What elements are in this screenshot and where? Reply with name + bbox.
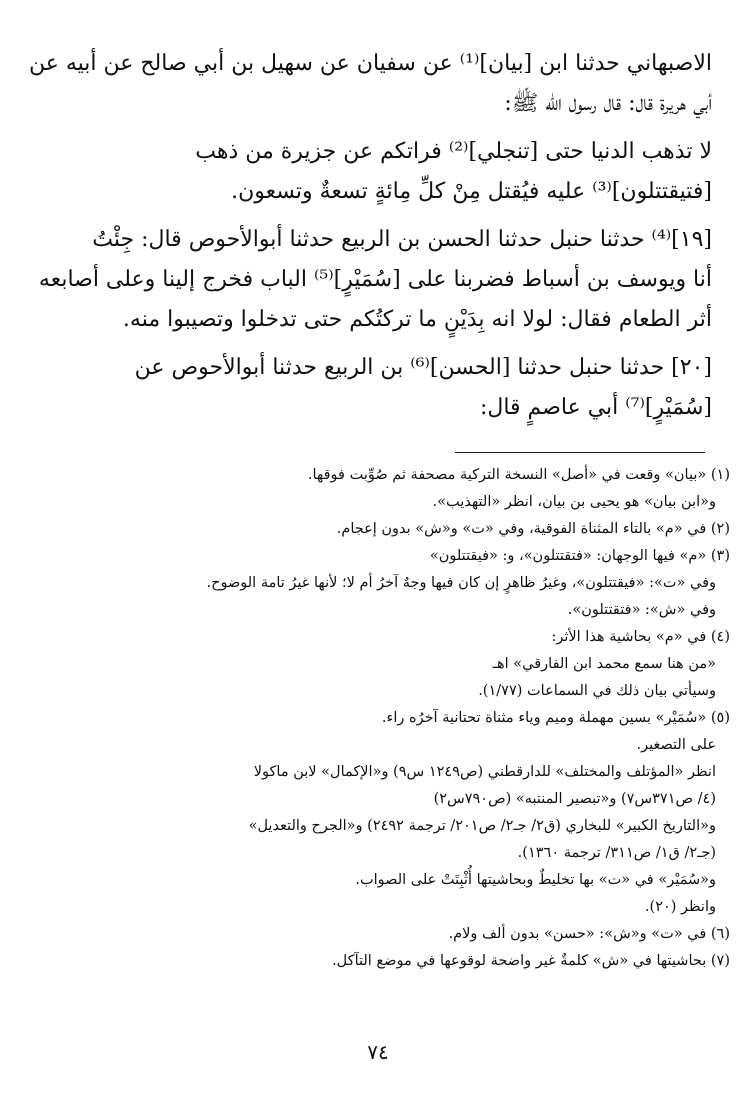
footnote-line: وفي «ت»: «فيقتتلون»، وغيرُ ظاهرٍ إن كان فيها وجهٌ آخرُ أم لا؛ لأنها غيرُ تامة الوضوح. <box>206 575 716 591</box>
footnote-line: وسيأتي بيان ذلك في السماعات (١/٧٧). <box>478 683 716 699</box>
footnote-divider <box>455 452 705 453</box>
main-text-line: [٢٠] حدثنا حنبل حدثنا [الحسن]⁽⁶⁾ بن الربيع حدثنا أبوالأحوص عن <box>134 355 712 380</box>
main-text-line: أنا ويوسف بن أسباط فضربنا على [سُمَيْرٍ]⁽⁵⁾ الباب فخرج إلينا وعلى أصابعه <box>38 267 712 292</box>
footnotes <box>30 462 730 975</box>
footnote-line: و«التاريخ الكبير» للبخاري (ق٢/ جـ٢/ ص٢٠١/ ترجمة ٢٤٩٢) و«الجرح والتعديل» <box>248 818 716 834</box>
footnote-line: (١) «بيان» وقعت في «أصل» النسخة التركية مصحفة ثم صُوِّبت فوقها. <box>307 467 730 483</box>
footnote-line: (٢) في «م» بالتاء المثناة الفوقية، وفي «ت» و«ش» بدون إعجام. <box>336 521 730 537</box>
main-text-line: [سُمَيْرٍ]⁽⁷⁾ أبي عاصمٍ قال: <box>479 395 712 420</box>
main-text-line: أبي هريرة قال: قال رسول الله ﷺ: <box>504 91 712 116</box>
footnote-line: انظر «المؤتلف والمختلف» للدارقطني (ص١٢٤٩ س٩) و«الإكمال» لابن ماكولا <box>253 764 716 780</box>
footnote-line: (٥) «سُمَيْر» بسين مهملة وميم وياء مثناة تحتانية آخرُه راء. <box>381 710 730 726</box>
main-text-line: الاصبهاني حدثنا ابن [بيان]⁽¹⁾ عن سفيان عن سهيل بن أبي صالح عن أبيه عن <box>28 51 712 76</box>
page-number: ٧٤ <box>367 1040 389 1064</box>
footnote-line: (جـ٢/ ق١/ ص٣١١/ ترجمة ١٣٦٠). <box>517 845 716 861</box>
footnote-line: (٤) في «م» بحاشية هذا الأثر: <box>551 629 730 645</box>
footnote-line: وانظر (٢٠). <box>644 899 716 915</box>
main-text-line: [فتيقتتلون]⁽³⁾ عليه فيُقتل مِنْ كلِّ مِائةٍ تسعةٌ وتسعون. <box>231 179 712 204</box>
footnote-line: (٦) في «ت» و«ش»: «حسن» بدون ألف ولام. <box>448 926 730 942</box>
footnote-line: «من هنا سمع محمد ابن الفارقي» اهـ <box>492 656 716 672</box>
footnote-line: (٣) «م» فيها الوجهان: «فتقتتلون»، و: «فيقتتلون» <box>429 548 730 564</box>
footnote-line: و«ابن بيان» هو يحيى بن بيان، انظر «التهذيب». <box>432 494 716 510</box>
footnote-line: وفي «ش»: «فتقتتلون». <box>567 602 716 618</box>
main-text-line: [١٩]⁽⁴⁾ حدثنا حنبل حدثنا الحسن بن الربيع حدثنا أبوالأحوص قال: جِئْتُ <box>92 227 712 252</box>
main-text-line: أثر الطعام فقال: لولا انه بِدَيْنٍ ما تركتُكم حتى تدخلوا وتصيبوا منه. <box>122 307 712 332</box>
footnote-line: (٤/ ص٣٧١س٧) و«تبصير المنتبه» (ص٧٩٠س٢) <box>433 791 716 807</box>
main-text <box>28 44 712 428</box>
footnote-line: على التصغير. <box>636 737 716 753</box>
footnote-line: و«سُمَيْر» في «ت» بها تخليطٌ وبحاشيتها أُثْبِتَتْ على الصواب. <box>355 872 716 888</box>
main-text-line: لا تذهب الدنيا حتى [تنجلي]⁽²⁾ فراتكم عن جزيرة من ذهب <box>195 139 712 164</box>
footnote-line: (٧) بحاشيتها في «ش» كلمةٌ غير واضحة لوقوعها في موضع التآكل. <box>332 953 730 969</box>
